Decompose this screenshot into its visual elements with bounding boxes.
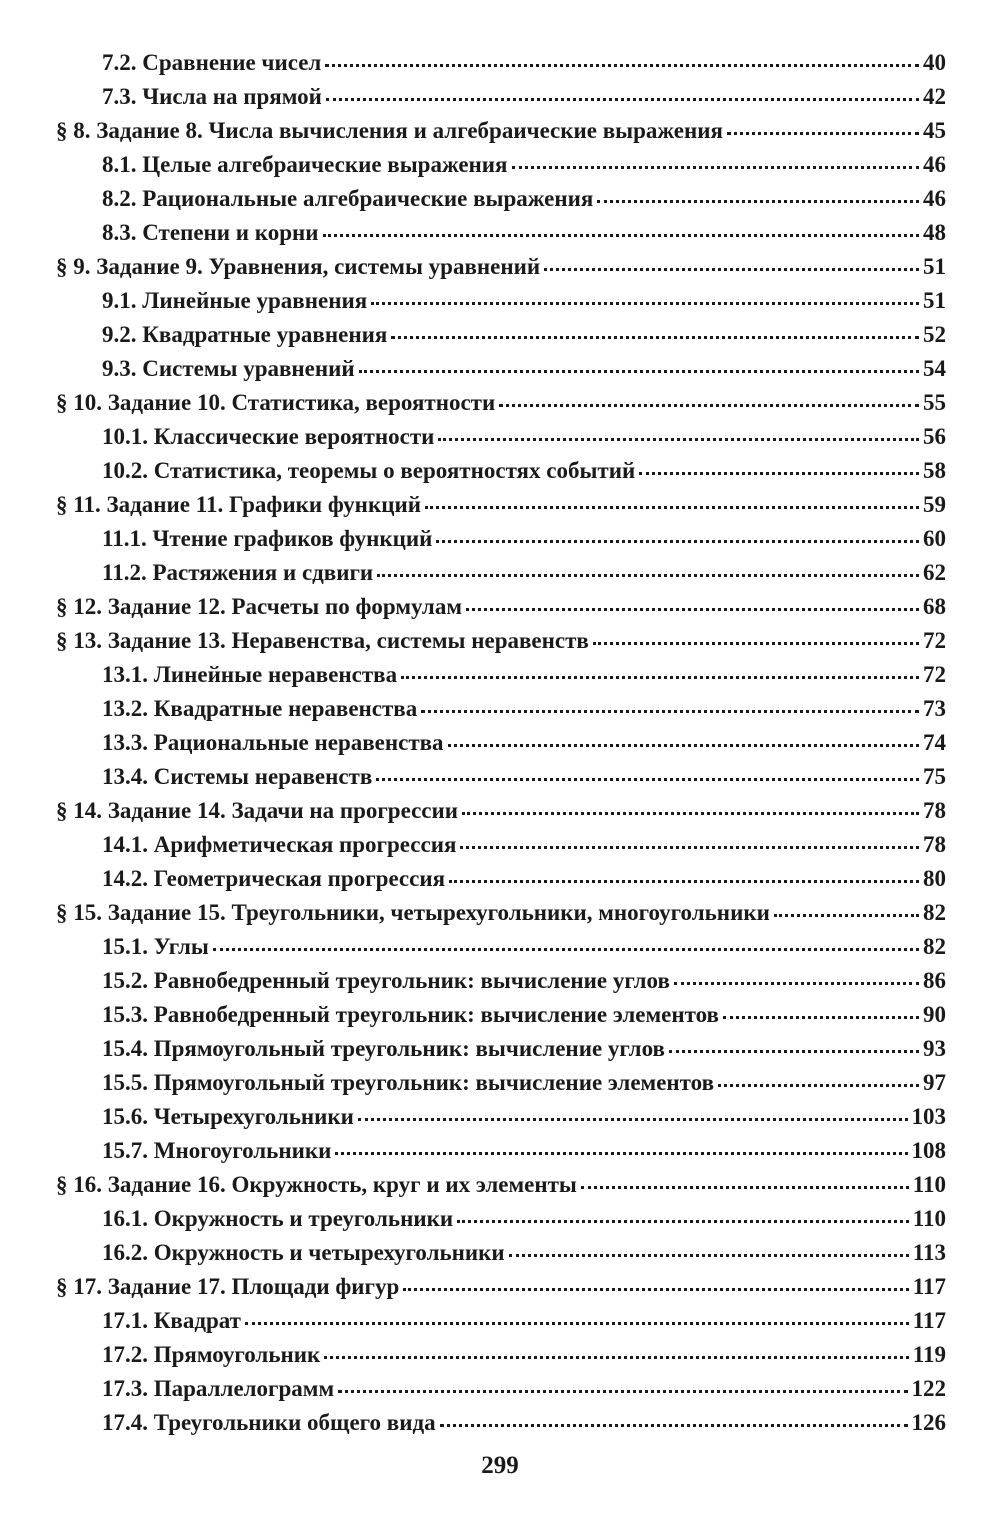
toc-entry-page-number: 73: [923, 696, 946, 721]
dot-leader: [324, 1355, 909, 1359]
toc-entry-title: 9.3. Системы уравнений: [102, 356, 355, 381]
dot-leader: [774, 913, 919, 917]
toc-subsection-entry: [56, 730, 946, 764]
dot-leader: [581, 1185, 909, 1189]
toc-entry-title: 8.3. Степени и корни: [102, 220, 319, 245]
toc-subsection-entry: [56, 1104, 946, 1138]
toc-subsection-entry: [56, 662, 946, 696]
toc-entry-title: 7.3. Числа на прямой: [102, 84, 322, 109]
toc-entry-page-number: 113: [912, 1240, 946, 1265]
toc-entry-page-number: 74: [923, 730, 946, 755]
toc-subsection-entry: [56, 458, 946, 492]
toc-subsection-entry: [56, 322, 946, 356]
dot-leader: [358, 1117, 908, 1121]
toc-entry-page-number: 59: [923, 492, 946, 517]
toc-entry-title: 11.1. Чтение графиков функций: [102, 526, 433, 551]
toc-entry-page-number: 45: [923, 118, 946, 143]
toc-entry-page-number: 58: [923, 458, 946, 483]
toc-subsection-entry: [56, 1240, 946, 1274]
toc-entry-title: 16.1. Окружность и треугольники: [102, 1206, 454, 1231]
toc-entry-title: 17.4. Треугольники общего вида: [102, 1410, 436, 1435]
toc-subsection-entry: [56, 288, 946, 322]
toc-section-entry: [56, 492, 946, 526]
toc-entry-page-number: 62: [923, 560, 946, 585]
toc-entry-page-number: 78: [923, 798, 946, 823]
toc-entry-page-number: 93: [923, 1036, 946, 1061]
toc-subsection-entry: [56, 1308, 946, 1342]
dot-leader: [335, 1151, 907, 1155]
dot-leader: [245, 1321, 909, 1325]
toc-entry-title: 15.7. Многоугольники: [102, 1138, 332, 1163]
toc-subsection-entry: [56, 424, 946, 458]
toc-subsection-entry: [56, 866, 946, 900]
toc-entry-page-number: 110: [912, 1206, 946, 1231]
dot-leader: [460, 845, 919, 849]
toc-entry-title: § 9. Задание 9. Уравнения, системы уравнений: [56, 254, 541, 279]
toc-entry-page-number: 97: [923, 1070, 946, 1095]
toc-entry-title: 13.3. Рациональные неравенства: [102, 730, 444, 755]
dot-leader: [499, 403, 919, 407]
dot-leader: [669, 1049, 919, 1053]
toc-entry-page-number: 119: [912, 1342, 946, 1367]
toc-entry-title: 15.1. Углы: [102, 934, 209, 959]
dot-leader: [718, 1083, 919, 1087]
dot-leader: [597, 199, 919, 203]
toc-entry-page-number: 72: [923, 662, 946, 687]
dot-leader: [371, 301, 919, 305]
toc-subsection-entry: [56, 1036, 946, 1070]
dot-leader: [359, 369, 919, 373]
toc-section-entry: [56, 900, 946, 934]
toc-entry-title: 17.3. Параллелограмм: [102, 1376, 335, 1401]
toc-entry-page-number: 78: [923, 832, 946, 857]
dot-leader: [509, 1253, 909, 1257]
toc-subsection-entry: [56, 968, 946, 1002]
toc-entry-title: § 17. Задание 17. Площади фигур: [56, 1274, 400, 1299]
toc-entry-title: 16.2. Окружность и четырехугольники: [102, 1240, 505, 1265]
toc-entry-page-number: 75: [923, 764, 946, 789]
toc-subsection-entry: [56, 1070, 946, 1104]
toc-subsection-entry: [56, 560, 946, 594]
dot-leader: [449, 879, 919, 883]
dot-leader: [421, 709, 919, 713]
toc-entry-page-number: 68: [923, 594, 946, 619]
dot-leader: [213, 947, 919, 951]
toc-entry-page-number: 72: [923, 628, 946, 653]
toc-section-entry: [56, 390, 946, 424]
toc-entry-page-number: 42: [923, 84, 946, 109]
toc-entry-page-number: 48: [923, 220, 946, 245]
toc-section-entry: [56, 594, 946, 628]
toc-entry-title: 8.1. Целые алгебраические выражения: [102, 152, 508, 177]
toc-entry-title: 17.2. Прямоугольник: [102, 1342, 321, 1367]
toc-subsection-entry: [56, 934, 946, 968]
toc-entry-page-number: 82: [923, 934, 946, 959]
toc-entry-page-number: 110: [912, 1172, 946, 1197]
toc-section-entry: [56, 798, 946, 832]
toc-entry-title: 14.2. Геометрическая прогрессия: [102, 866, 446, 891]
toc-subsection-entry: [56, 526, 946, 560]
toc-entry-title: 10.1. Классические вероятности: [102, 424, 435, 449]
dot-leader: [440, 1423, 908, 1427]
toc-subsection-entry: [56, 152, 946, 186]
dot-leader: [544, 267, 919, 271]
dot-leader: [436, 539, 919, 543]
dot-leader: [466, 607, 919, 611]
toc-entry-title: 15.4. Прямоугольный треугольник: вычисление углов: [102, 1036, 665, 1061]
dot-leader: [377, 573, 919, 577]
toc-entry-page-number: 51: [923, 254, 946, 279]
toc-entry-title: 15.6. Четырехугольники: [102, 1104, 354, 1129]
toc-subsection-entry: [56, 50, 946, 84]
dot-leader: [448, 743, 919, 747]
toc-subsection-entry: [56, 1002, 946, 1036]
dot-leader: [323, 233, 919, 237]
toc-entry-title: § 13. Задание 13. Неравенства, системы неравенств: [56, 628, 589, 653]
toc-entry-title: 15.3. Равнобедренный треугольник: вычисление элементов: [102, 1002, 719, 1027]
toc-subsection-entry: [56, 186, 946, 220]
dot-leader: [391, 335, 919, 339]
toc-entry-page-number: 40: [923, 50, 946, 75]
toc-subsection-entry: [56, 84, 946, 118]
toc-entry-title: 8.2. Рациональные алгебраические выражения: [102, 186, 594, 211]
toc-entry-title: § 8. Задание 8. Числа вычисления и алгебраические выражения: [56, 118, 723, 143]
toc-section-entry: [56, 628, 946, 662]
toc-entry-title: § 10. Задание 10. Статистика, вероятности: [56, 390, 496, 415]
toc-entry-page-number: 103: [911, 1104, 946, 1129]
toc-entry-title: 9.2. Квадратные уравнения: [102, 322, 388, 347]
toc-section-entry: [56, 254, 946, 288]
toc-entry-title: 17.1. Квадрат: [102, 1308, 241, 1333]
toc-section-entry: [56, 1172, 946, 1206]
toc-entry-page-number: 60: [923, 526, 946, 551]
toc-entry-title: 11.2. Растяжения и сдвиги: [102, 560, 374, 585]
toc-subsection-entry: [56, 1206, 946, 1240]
toc-entry-title: § 15. Задание 15. Треугольники, четырехугольники, многоугольники: [56, 900, 770, 925]
toc-subsection-entry: [56, 1342, 946, 1376]
toc-entry-page-number: 54: [923, 356, 946, 381]
toc-entry-title: 10.2. Статистика, теоремы о вероятностях событий: [102, 458, 636, 483]
table-of-contents: [56, 50, 946, 1444]
toc-subsection-entry: [56, 1410, 946, 1444]
toc-entry-page-number: 56: [923, 424, 946, 449]
toc-entry-page-number: 46: [923, 186, 946, 211]
page-number: 299: [481, 1452, 519, 1479]
dot-leader: [639, 471, 919, 475]
toc-subsection-entry: [56, 356, 946, 390]
toc-entry-page-number: 51: [923, 288, 946, 313]
toc-entry-title: § 16. Задание 16. Окружность, круг и их элементы: [56, 1172, 577, 1197]
toc-subsection-entry: [56, 696, 946, 730]
toc-entry-title: 14.1. Арифметическая прогрессия: [102, 832, 457, 857]
dot-leader: [376, 777, 919, 781]
toc-entry-page-number: 46: [923, 152, 946, 177]
toc-entry-title: 15.5. Прямоугольный треугольник: вычисление элементов: [102, 1070, 715, 1095]
toc-entry-page-number: 122: [911, 1376, 946, 1401]
toc-section-entry: [56, 1274, 946, 1308]
dot-leader: [438, 437, 919, 441]
toc-entry-page-number: 117: [912, 1274, 946, 1299]
toc-entry-page-number: 126: [911, 1410, 946, 1435]
toc-entry-page-number: 82: [923, 900, 946, 925]
toc-entry-page-number: 80: [923, 866, 946, 891]
dot-leader: [674, 981, 919, 985]
toc-entry-title: 13.1. Линейные неравенства: [102, 662, 398, 687]
toc-entry-title: 7.2. Сравнение чисел: [102, 50, 322, 75]
dot-leader: [325, 63, 919, 67]
toc-entry-page-number: 86: [923, 968, 946, 993]
dot-leader: [338, 1389, 907, 1393]
dot-leader: [593, 641, 919, 645]
dot-leader: [462, 811, 919, 815]
toc-subsection-entry: [56, 1376, 946, 1410]
toc-subsection-entry: [56, 220, 946, 254]
toc-entry-title: § 11. Задание 11. Графики функций: [56, 492, 421, 517]
dot-leader: [403, 1287, 909, 1291]
toc-entry-title: 9.1. Линейные уравнения: [102, 288, 368, 313]
toc-entry-title: § 14. Задание 14. Задачи на прогрессии: [56, 798, 459, 823]
toc-entry-title: 13.2. Квадратные неравенства: [102, 696, 418, 721]
toc-entry-title: 15.2. Равнобедренный треугольник: вычисление углов: [102, 968, 670, 993]
toc-entry-page-number: 52: [923, 322, 946, 347]
toc-entry-page-number: 117: [912, 1308, 946, 1333]
toc-subsection-entry: [56, 832, 946, 866]
toc-entry-page-number: 108: [911, 1138, 946, 1163]
toc-entry-title: § 12. Задание 12. Расчеты по формулам: [56, 594, 462, 619]
toc-entry-page-number: 90: [923, 1002, 946, 1027]
dot-leader: [512, 165, 920, 169]
dot-leader: [326, 97, 919, 101]
dot-leader: [723, 1015, 919, 1019]
dot-leader: [457, 1219, 909, 1223]
toc-entry-page-number: 55: [923, 390, 946, 415]
toc-entry-title: 13.4. Системы неравенств: [102, 764, 373, 789]
toc-section-entry: [56, 118, 946, 152]
dot-leader: [401, 675, 919, 679]
toc-subsection-entry: [56, 764, 946, 798]
dot-leader: [425, 505, 919, 509]
toc-subsection-entry: [56, 1138, 946, 1172]
dot-leader: [727, 131, 919, 135]
